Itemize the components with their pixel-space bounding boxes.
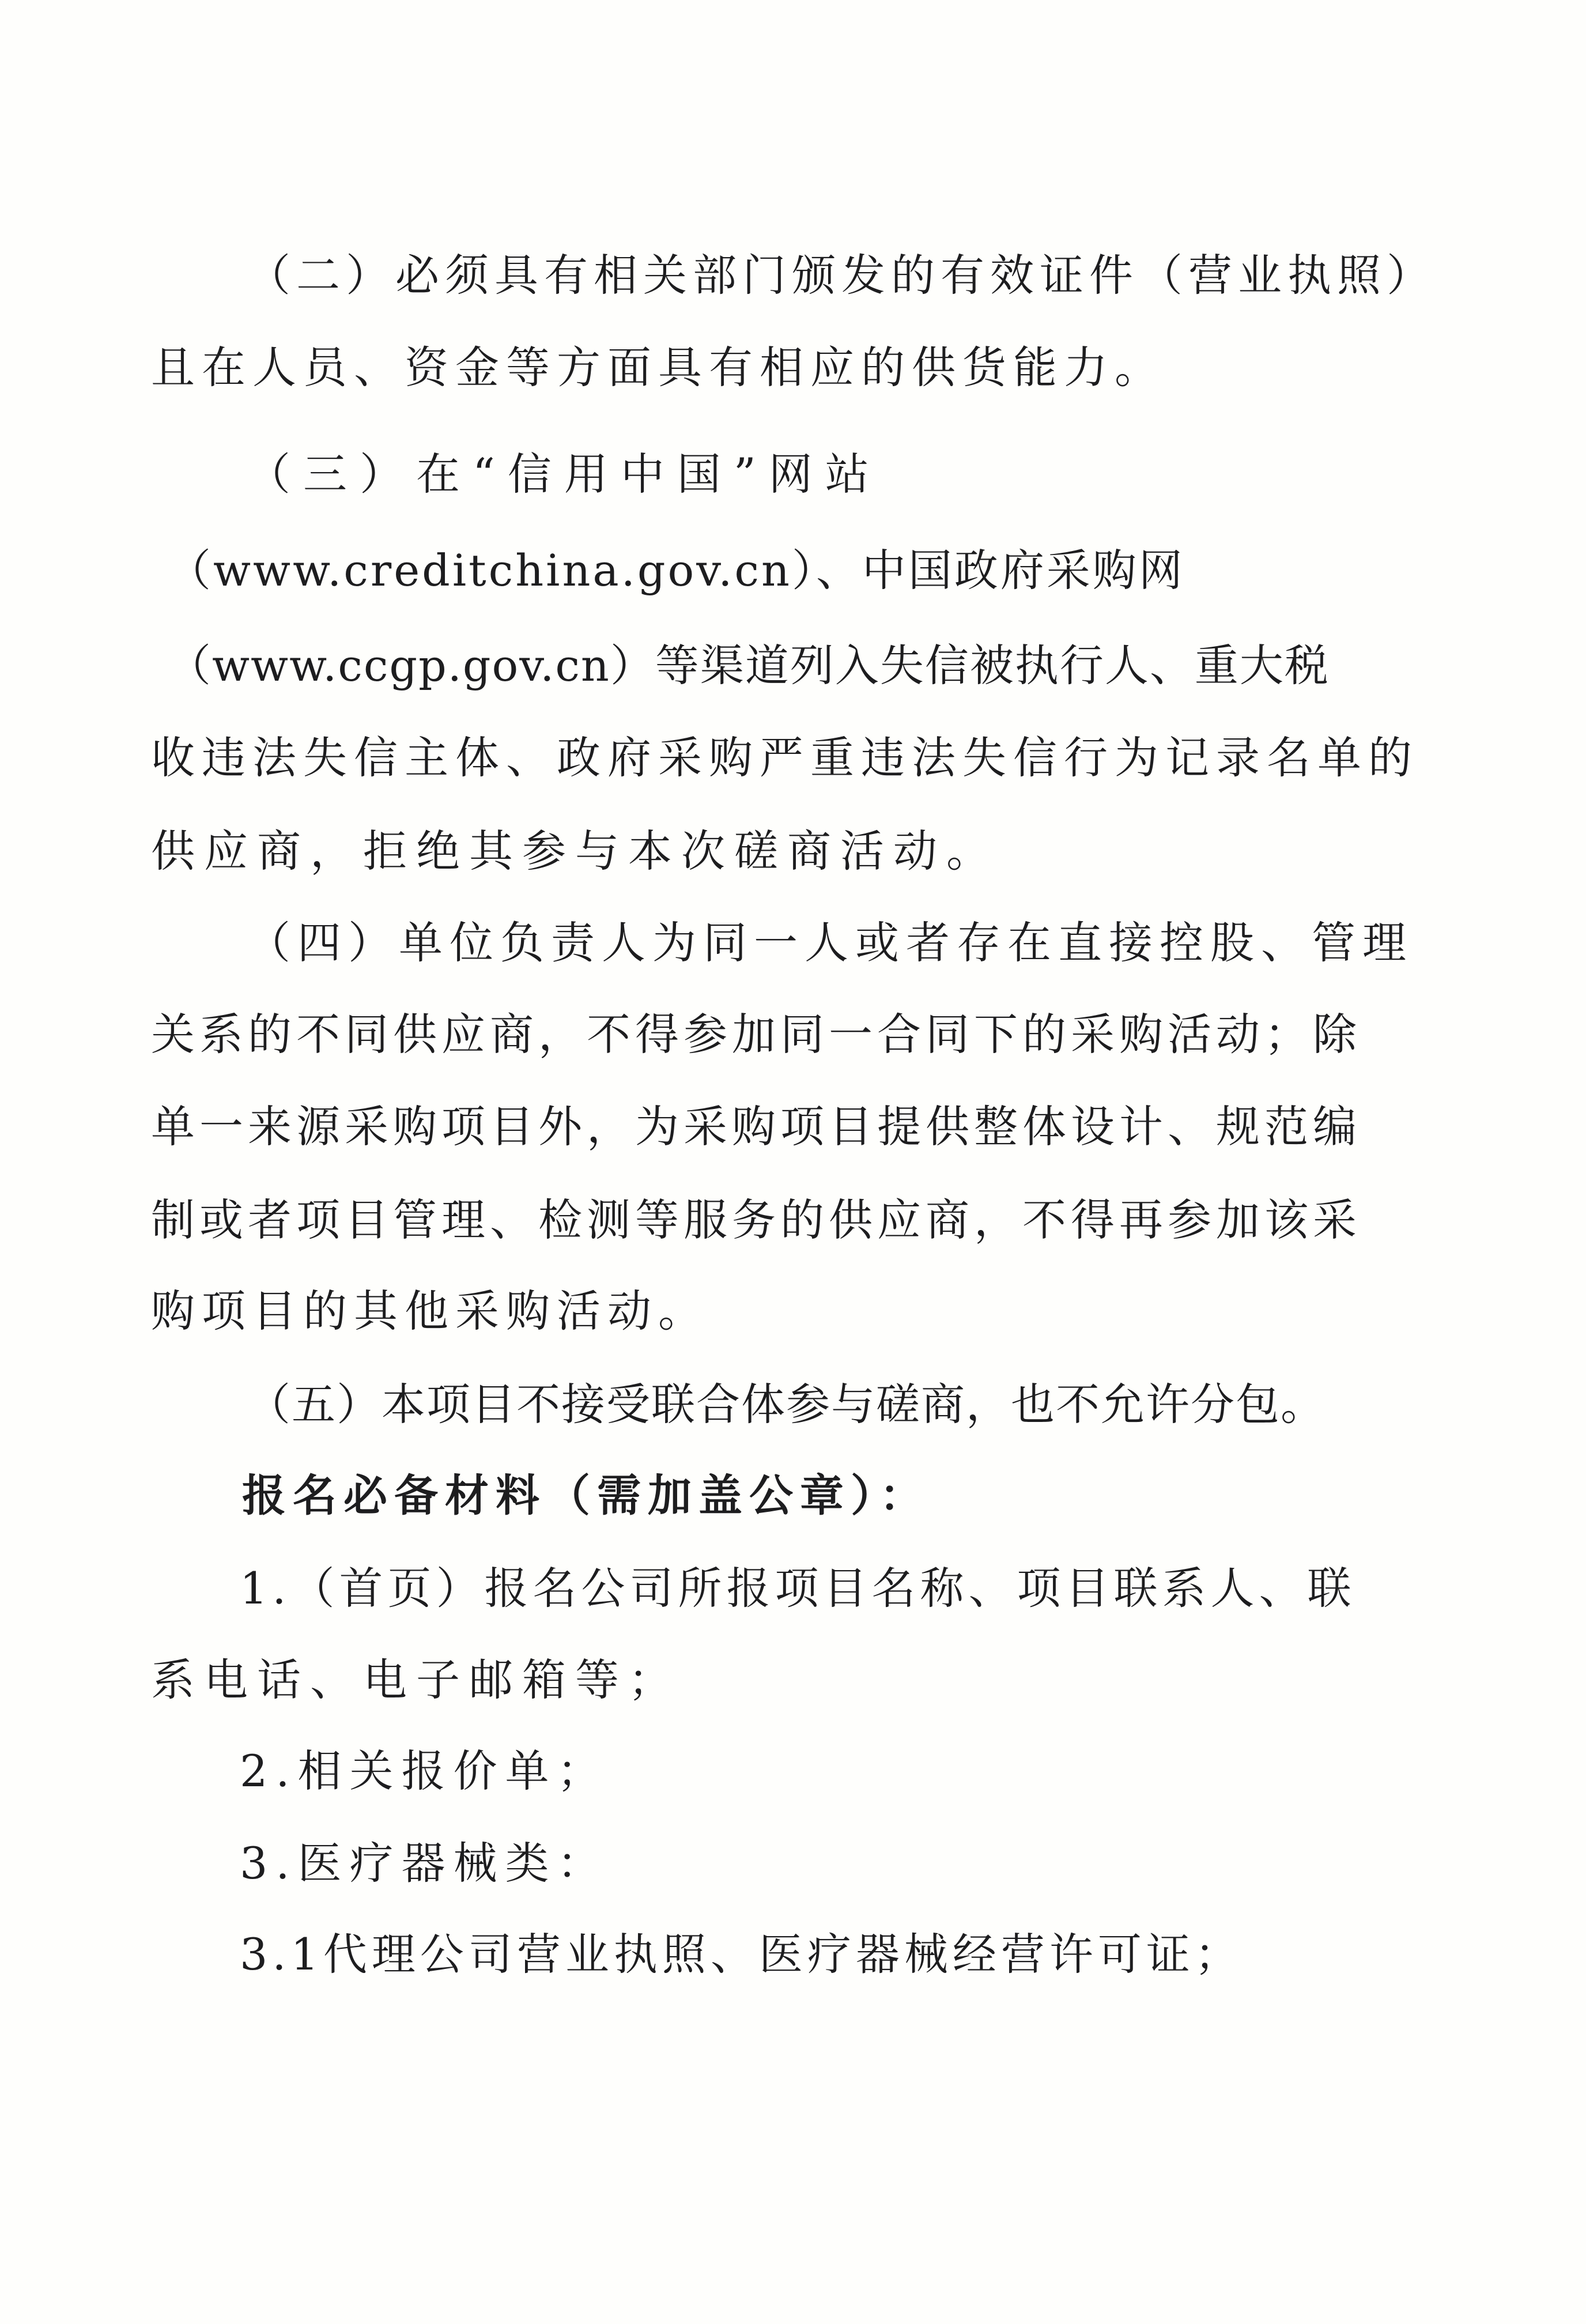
paragraph-line: （www.ccgp.gov.cn）等渠道列入失信被执行人、重大税 xyxy=(167,640,1330,691)
list-item-line: 2.相关报价单； xyxy=(240,1745,609,1797)
paragraph-line: 制或者项目管理、检测等服务的供应商，不得再参加该采 xyxy=(151,1194,1361,1246)
paragraph-line: 关系的不同供应商，不得参加同一合同下的采购活动；除 xyxy=(151,1009,1361,1060)
paragraph-line: 收违法失信主体、政府采购严重违法失信行为记录名单的 xyxy=(151,732,1419,783)
paragraph-line: （www.creditchina.gov.cn）、中国政府采购网 xyxy=(167,545,1185,596)
section-heading: 报名必备材料（需加盖公章）： xyxy=(242,1470,930,1521)
paragraph-line: （三）在“信用中国”网站 xyxy=(247,448,882,500)
list-item-line: 3.1代理公司营业执照、医疗器械经营许可证； xyxy=(240,1929,1243,1980)
paragraph-line: （二）必须具有相关部门颁发的有效证件（营业执照） xyxy=(247,250,1436,301)
paragraph-line: 单一来源采购项目外，为采购项目提供整体设计、规范编 xyxy=(151,1101,1361,1152)
list-item-line: 3.医疗器械类： xyxy=(240,1838,609,1889)
paragraph-line: 且在人员、资金等方面具有相应的供货能力。 xyxy=(151,342,1165,393)
paragraph-line: 购项目的其他采购活动。 xyxy=(151,1285,709,1337)
paragraph-line: （五）本项目不接受联合体参与磋商，也不允许分包。 xyxy=(247,1379,1326,1430)
list-item-line: 系电话、电子邮箱等； xyxy=(151,1654,681,1706)
list-item-line: 1.（首页）报名公司所报项目名称、项目联系人、联 xyxy=(240,1563,1356,1614)
paragraph-line: 供应商，拒绝其参与本次磋商活动。 xyxy=(151,825,999,877)
paragraph-line: （四）单位负责人为同一人或者存在直接控股、管理 xyxy=(247,917,1413,968)
